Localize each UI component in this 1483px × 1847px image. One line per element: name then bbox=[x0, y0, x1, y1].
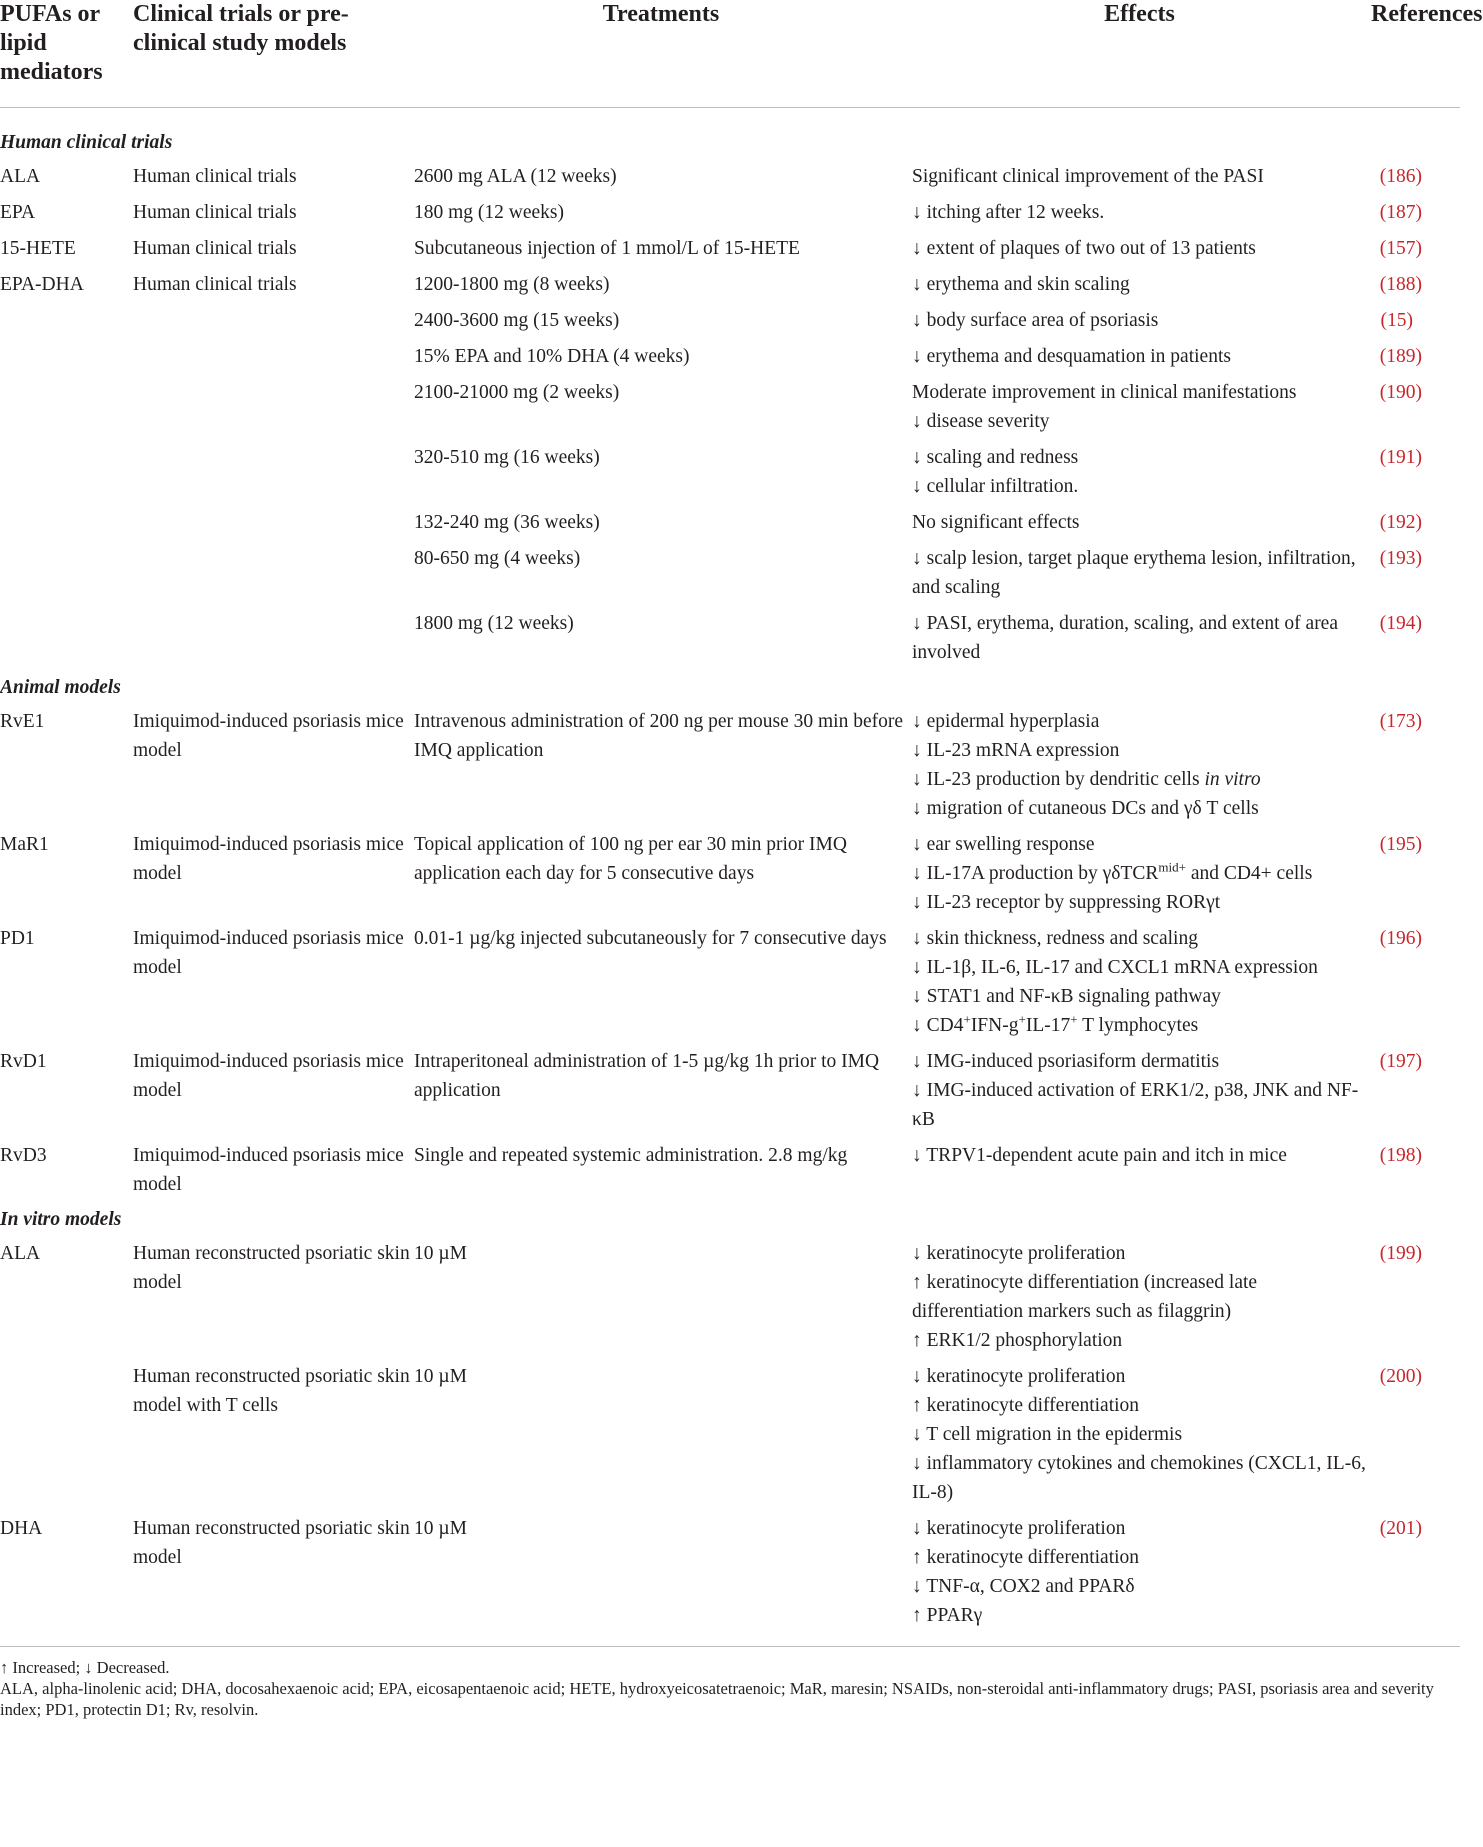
effect-superscript: + bbox=[1018, 1011, 1026, 1027]
mediator-cell: DHA bbox=[0, 1518, 43, 1539]
treatment-cell: 1800 mg (12 weeks) bbox=[414, 613, 574, 634]
model-cell bbox=[133, 301, 414, 337]
model-cell: Human clinical trials bbox=[133, 166, 297, 187]
effect-italic: in vitro bbox=[1204, 769, 1261, 790]
model-cell: Human reconstructed psoriatic skin model bbox=[133, 1518, 410, 1568]
model-cell: Human clinical trials bbox=[133, 238, 297, 259]
reference-link[interactable]: (188) bbox=[1379, 274, 1422, 295]
treatment-cell: 15% EPA and 10% DHA (4 weeks) bbox=[414, 346, 690, 367]
reference-link[interactable]: (201) bbox=[1379, 1518, 1422, 1539]
treatment-cell: Topical application of 100 ng per ear 30 min prior IMQ application each day for 5 consecutive days bbox=[414, 834, 847, 884]
effect-cell: ↓ erythema and desquamation in patients bbox=[912, 346, 1231, 367]
effect-line: ↓ keratinocyte proliferation bbox=[912, 1518, 1126, 1539]
treatment-cell: 2100-21000 mg (2 weeks) bbox=[414, 382, 620, 403]
model-cell: Imiquimod-induced psoriasis mice model bbox=[133, 1051, 404, 1101]
effect-cell bbox=[912, 702, 1371, 825]
reference-link[interactable]: (197) bbox=[1379, 1051, 1422, 1072]
treatment-cell: 1200-1800 mg (8 weeks) bbox=[414, 274, 610, 295]
mediator-cell bbox=[0, 438, 133, 503]
effect-cell bbox=[912, 1357, 1371, 1509]
effect-line: ↓ ear swelling response bbox=[912, 834, 1095, 855]
table-row bbox=[0, 373, 1460, 438]
reference-link[interactable]: (157) bbox=[1379, 238, 1422, 259]
table-row bbox=[0, 539, 1460, 604]
table-row bbox=[0, 1136, 1460, 1201]
section-row bbox=[0, 669, 1460, 702]
reference-link[interactable]: (199) bbox=[1379, 1243, 1422, 1264]
effect-cell bbox=[912, 1509, 1371, 1632]
table-row bbox=[0, 825, 1460, 919]
effect-line: ↓ inflammatory cytokines and chemokines (CXCL1, IL-6, IL-8) bbox=[912, 1453, 1366, 1503]
effect-cell: ↓ TRPV1-dependent acute pain and itch in mice bbox=[912, 1145, 1287, 1166]
treatment-cell: 80-650 mg (4 weeks) bbox=[414, 548, 581, 569]
effect-line: ↓ cellular infiltration. bbox=[912, 476, 1079, 497]
effect-text: T lymphocytes bbox=[1077, 1015, 1199, 1036]
effect-cell: ↓ body surface area of psoriasis bbox=[912, 310, 1159, 331]
effect-line: ↓ IMG-induced activation of ERK1/2, p38, JNK and NF-κB bbox=[912, 1080, 1359, 1130]
effect-line bbox=[912, 765, 1367, 794]
treatment-cell: Subcutaneous injection of 1 mmol/L of 15-HETE bbox=[414, 238, 800, 259]
effect-text: ↓ IL-17A production by γδTCR bbox=[912, 863, 1159, 884]
footnote-abbreviations: ALA, alpha-linolenic acid; DHA, docosahexaenoic acid; EPA, eicosapentaenoic acid; HETE, hydroxyeicosatetraenoic; MaR, maresin; NSAIDs, non-steroidal anti-inflammatory drugs; PASI, psoriasis area and severity index; PD1, protectin D1; Rv, resolvin. bbox=[0, 1679, 1434, 1719]
model-cell bbox=[133, 337, 414, 373]
mediator-cell: PD1 bbox=[0, 928, 35, 949]
effect-line: ↓ IL-1β, IL-6, IL-17 and CXCL1 mRNA expression bbox=[912, 957, 1318, 978]
table-footnotes bbox=[0, 1646, 1460, 1720]
effect-cell bbox=[912, 1042, 1371, 1136]
mediator-cell bbox=[0, 1357, 133, 1509]
table-row bbox=[0, 337, 1460, 373]
model-cell: Imiquimod-induced psoriasis mice model bbox=[133, 928, 404, 978]
treatment-cell: 180 mg (12 weeks) bbox=[414, 202, 565, 223]
table-row bbox=[0, 702, 1460, 825]
treatment-cell: 2400-3600 mg (15 weeks) bbox=[414, 310, 620, 331]
table-row bbox=[0, 1509, 1460, 1632]
table-row bbox=[0, 157, 1460, 193]
header-references: References bbox=[1371, 1, 1483, 27]
effect-line: Moderate improvement in clinical manifestations bbox=[912, 382, 1297, 403]
section-title-invitro: In vitro models bbox=[0, 1209, 122, 1230]
table-row bbox=[0, 301, 1460, 337]
model-cell bbox=[133, 539, 414, 604]
table-header bbox=[0, 0, 1483, 108]
reference-link[interactable]: (173) bbox=[1379, 711, 1422, 732]
table-row bbox=[0, 1234, 1460, 1357]
model-cell: Imiquimod-induced psoriasis mice model bbox=[133, 1145, 404, 1195]
model-cell bbox=[133, 503, 414, 539]
model-cell: Human reconstructed psoriatic skin model with T cells bbox=[133, 1366, 410, 1416]
effect-line bbox=[912, 1011, 1367, 1040]
effect-line: ↓ STAT1 and NF-κB signaling pathway bbox=[912, 986, 1221, 1007]
model-cell bbox=[133, 438, 414, 503]
table-row bbox=[0, 1357, 1460, 1509]
effect-line: ↑ keratinocyte differentiation bbox=[912, 1395, 1140, 1416]
model-cell: Human reconstructed psoriatic skin model bbox=[133, 1243, 410, 1293]
mediator-cell bbox=[0, 503, 133, 539]
mediator-cell bbox=[0, 539, 133, 604]
effect-cell bbox=[912, 373, 1371, 438]
treatment-cell: Intraperitoneal administration of 1-5 µg/kg 1h prior to IMQ application bbox=[414, 1051, 880, 1101]
effect-line: ↓ skin thickness, redness and scaling bbox=[912, 928, 1198, 949]
mediator-cell: EPA bbox=[0, 202, 36, 223]
footnote-legend: ↑ Increased; ↓ Decreased. bbox=[0, 1658, 170, 1677]
effect-line: ↓ keratinocyte proliferation bbox=[912, 1243, 1126, 1264]
mediator-cell: ALA bbox=[0, 166, 41, 187]
table-row bbox=[0, 438, 1460, 503]
model-cell bbox=[133, 604, 414, 669]
effect-line bbox=[912, 859, 1367, 888]
treatment-cell: 2600 mg ALA (12 weeks) bbox=[414, 166, 617, 187]
effect-cell: ↓ erythema and skin scaling bbox=[912, 274, 1130, 295]
reference-link[interactable]: (186) bbox=[1379, 166, 1422, 187]
effect-line: ↓ migration of cutaneous DCs and γδ T cells bbox=[912, 798, 1259, 819]
effect-cell: ↓ scalp lesion, target plaque erythema lesion, infiltration, and scaling bbox=[912, 548, 1356, 598]
effect-cell: Significant clinical improvement of the PASI bbox=[912, 166, 1264, 187]
effect-superscript: + bbox=[963, 1011, 971, 1027]
reference-link[interactable]: (190) bbox=[1379, 382, 1422, 403]
mediator-cell: ALA bbox=[0, 1243, 41, 1264]
effect-text: and CD4+ cells bbox=[1185, 863, 1313, 884]
effect-line: ↑ keratinocyte differentiation (increased late differentiation markers such as filaggrin) bbox=[912, 1272, 1258, 1322]
reference-link[interactable]: (192) bbox=[1379, 512, 1422, 533]
effect-line: ↓ keratinocyte proliferation bbox=[912, 1366, 1126, 1387]
mediator-cell: RvD3 bbox=[0, 1145, 47, 1166]
effect-superscript: + bbox=[1070, 1011, 1078, 1027]
model-cell: Imiquimod-induced psoriasis mice model bbox=[133, 711, 404, 761]
table-body bbox=[0, 108, 1460, 1633]
mediator-cell: MaR1 bbox=[0, 834, 49, 855]
effect-line: ↓ epidermal hyperplasia bbox=[912, 711, 1100, 732]
effect-cell bbox=[912, 438, 1371, 503]
treatment-cell: 320-510 mg (16 weeks) bbox=[414, 447, 600, 468]
header-row bbox=[0, 0, 1460, 108]
header-models: Clinical trials or pre-clinical study models bbox=[133, 1, 349, 56]
mediator-cell bbox=[0, 373, 133, 438]
effect-line: ↑ ERK1/2 phosphorylation bbox=[912, 1330, 1123, 1351]
treatment-cell: Single and repeated systemic administration. 2.8 mg/kg bbox=[414, 1145, 848, 1166]
mediator-cell bbox=[0, 604, 133, 669]
effect-line: ↓ IL-23 mRNA expression bbox=[912, 740, 1120, 761]
mediator-cell: EPA-DHA bbox=[0, 274, 84, 295]
effect-cell bbox=[912, 1234, 1371, 1357]
reference-link[interactable]: (200) bbox=[1379, 1366, 1422, 1387]
section-title-animal: Animal models bbox=[0, 677, 121, 698]
mediator-cell bbox=[0, 301, 133, 337]
effect-cell: ↓ extent of plaques of two out of 13 patients bbox=[912, 238, 1256, 259]
section-row bbox=[0, 1201, 1460, 1234]
effect-text: ↓ CD4 bbox=[912, 1015, 964, 1036]
table-row bbox=[0, 919, 1460, 1042]
reference-link[interactable]: (15) bbox=[1380, 310, 1413, 331]
reference-link[interactable]: (195) bbox=[1379, 834, 1422, 855]
effect-line: ↓ T cell migration in the epidermis bbox=[912, 1424, 1183, 1445]
effect-text: IFN-g bbox=[970, 1015, 1019, 1036]
table-row bbox=[0, 229, 1460, 265]
effect-line: ↓ IMG-induced psoriasiform dermatitis bbox=[912, 1051, 1220, 1072]
effect-cell: ↓ PASI, erythema, duration, scaling, and extent of area involved bbox=[912, 613, 1338, 663]
treatment-cell: Intravenous administration of 200 ng per mouse 30 min before IMQ application bbox=[414, 711, 904, 761]
model-cell: Human clinical trials bbox=[133, 274, 297, 295]
mediator-cell bbox=[0, 337, 133, 373]
effect-text: IL-17 bbox=[1025, 1015, 1071, 1036]
model-cell bbox=[133, 373, 414, 438]
section-row bbox=[0, 108, 1460, 158]
header-effects: Effects bbox=[1104, 1, 1175, 27]
effect-cell bbox=[912, 919, 1371, 1042]
section-title-human: Human clinical trials bbox=[0, 132, 173, 153]
mediator-cell: RvE1 bbox=[0, 711, 45, 732]
reference-link[interactable]: (189) bbox=[1379, 346, 1422, 367]
effect-line: ↓ TNF-α, COX2 and PPARδ bbox=[912, 1576, 1135, 1597]
reference-link[interactable]: (191) bbox=[1379, 447, 1422, 468]
effect-cell: No significant effects bbox=[912, 512, 1080, 533]
model-cell: Imiquimod-induced psoriasis mice model bbox=[133, 834, 404, 884]
reference-link[interactable]: (193) bbox=[1379, 548, 1422, 569]
effect-line: ↑ PPARγ bbox=[912, 1605, 983, 1626]
table-row bbox=[0, 503, 1460, 539]
treatment-cell: 0.01-1 µg/kg injected subcutaneously for 7 consecutive days bbox=[414, 928, 887, 949]
reference-link[interactable]: (187) bbox=[1379, 202, 1422, 223]
table-row bbox=[0, 1042, 1460, 1136]
effect-superscript: mid+ bbox=[1158, 859, 1186, 875]
table-row bbox=[0, 604, 1460, 669]
model-cell: Human clinical trials bbox=[133, 202, 297, 223]
effect-text: ↓ IL-23 production by dendritic cells bbox=[912, 769, 1205, 790]
reference-link[interactable]: (196) bbox=[1379, 928, 1422, 949]
effect-cell: ↓ itching after 12 weeks. bbox=[912, 202, 1105, 223]
treatment-cell: 10 µM bbox=[414, 1518, 467, 1539]
effect-cell bbox=[912, 825, 1371, 919]
effect-line: ↑ keratinocyte differentiation bbox=[912, 1547, 1140, 1568]
treatment-cell: 10 µM bbox=[414, 1366, 467, 1387]
reference-link[interactable]: (194) bbox=[1379, 613, 1422, 634]
treatment-cell: 132-240 mg (36 weeks) bbox=[414, 512, 600, 533]
treatment-cell: 10 µM bbox=[414, 1243, 467, 1264]
effect-line: ↓ disease severity bbox=[912, 411, 1050, 432]
header-treatments: Treatments bbox=[602, 1, 720, 27]
mediator-cell: 15-HETE bbox=[0, 238, 76, 259]
mediator-cell: RvD1 bbox=[0, 1051, 47, 1072]
table-row bbox=[0, 265, 1460, 301]
reference-link[interactable]: (198) bbox=[1379, 1145, 1422, 1166]
effect-line: ↓ IL-23 receptor by suppressing RORγt bbox=[912, 892, 1221, 913]
effect-line: ↓ scaling and redness bbox=[912, 447, 1079, 468]
table-row bbox=[0, 193, 1460, 229]
header-mediators: PUFAs or lipid mediators bbox=[0, 1, 103, 85]
